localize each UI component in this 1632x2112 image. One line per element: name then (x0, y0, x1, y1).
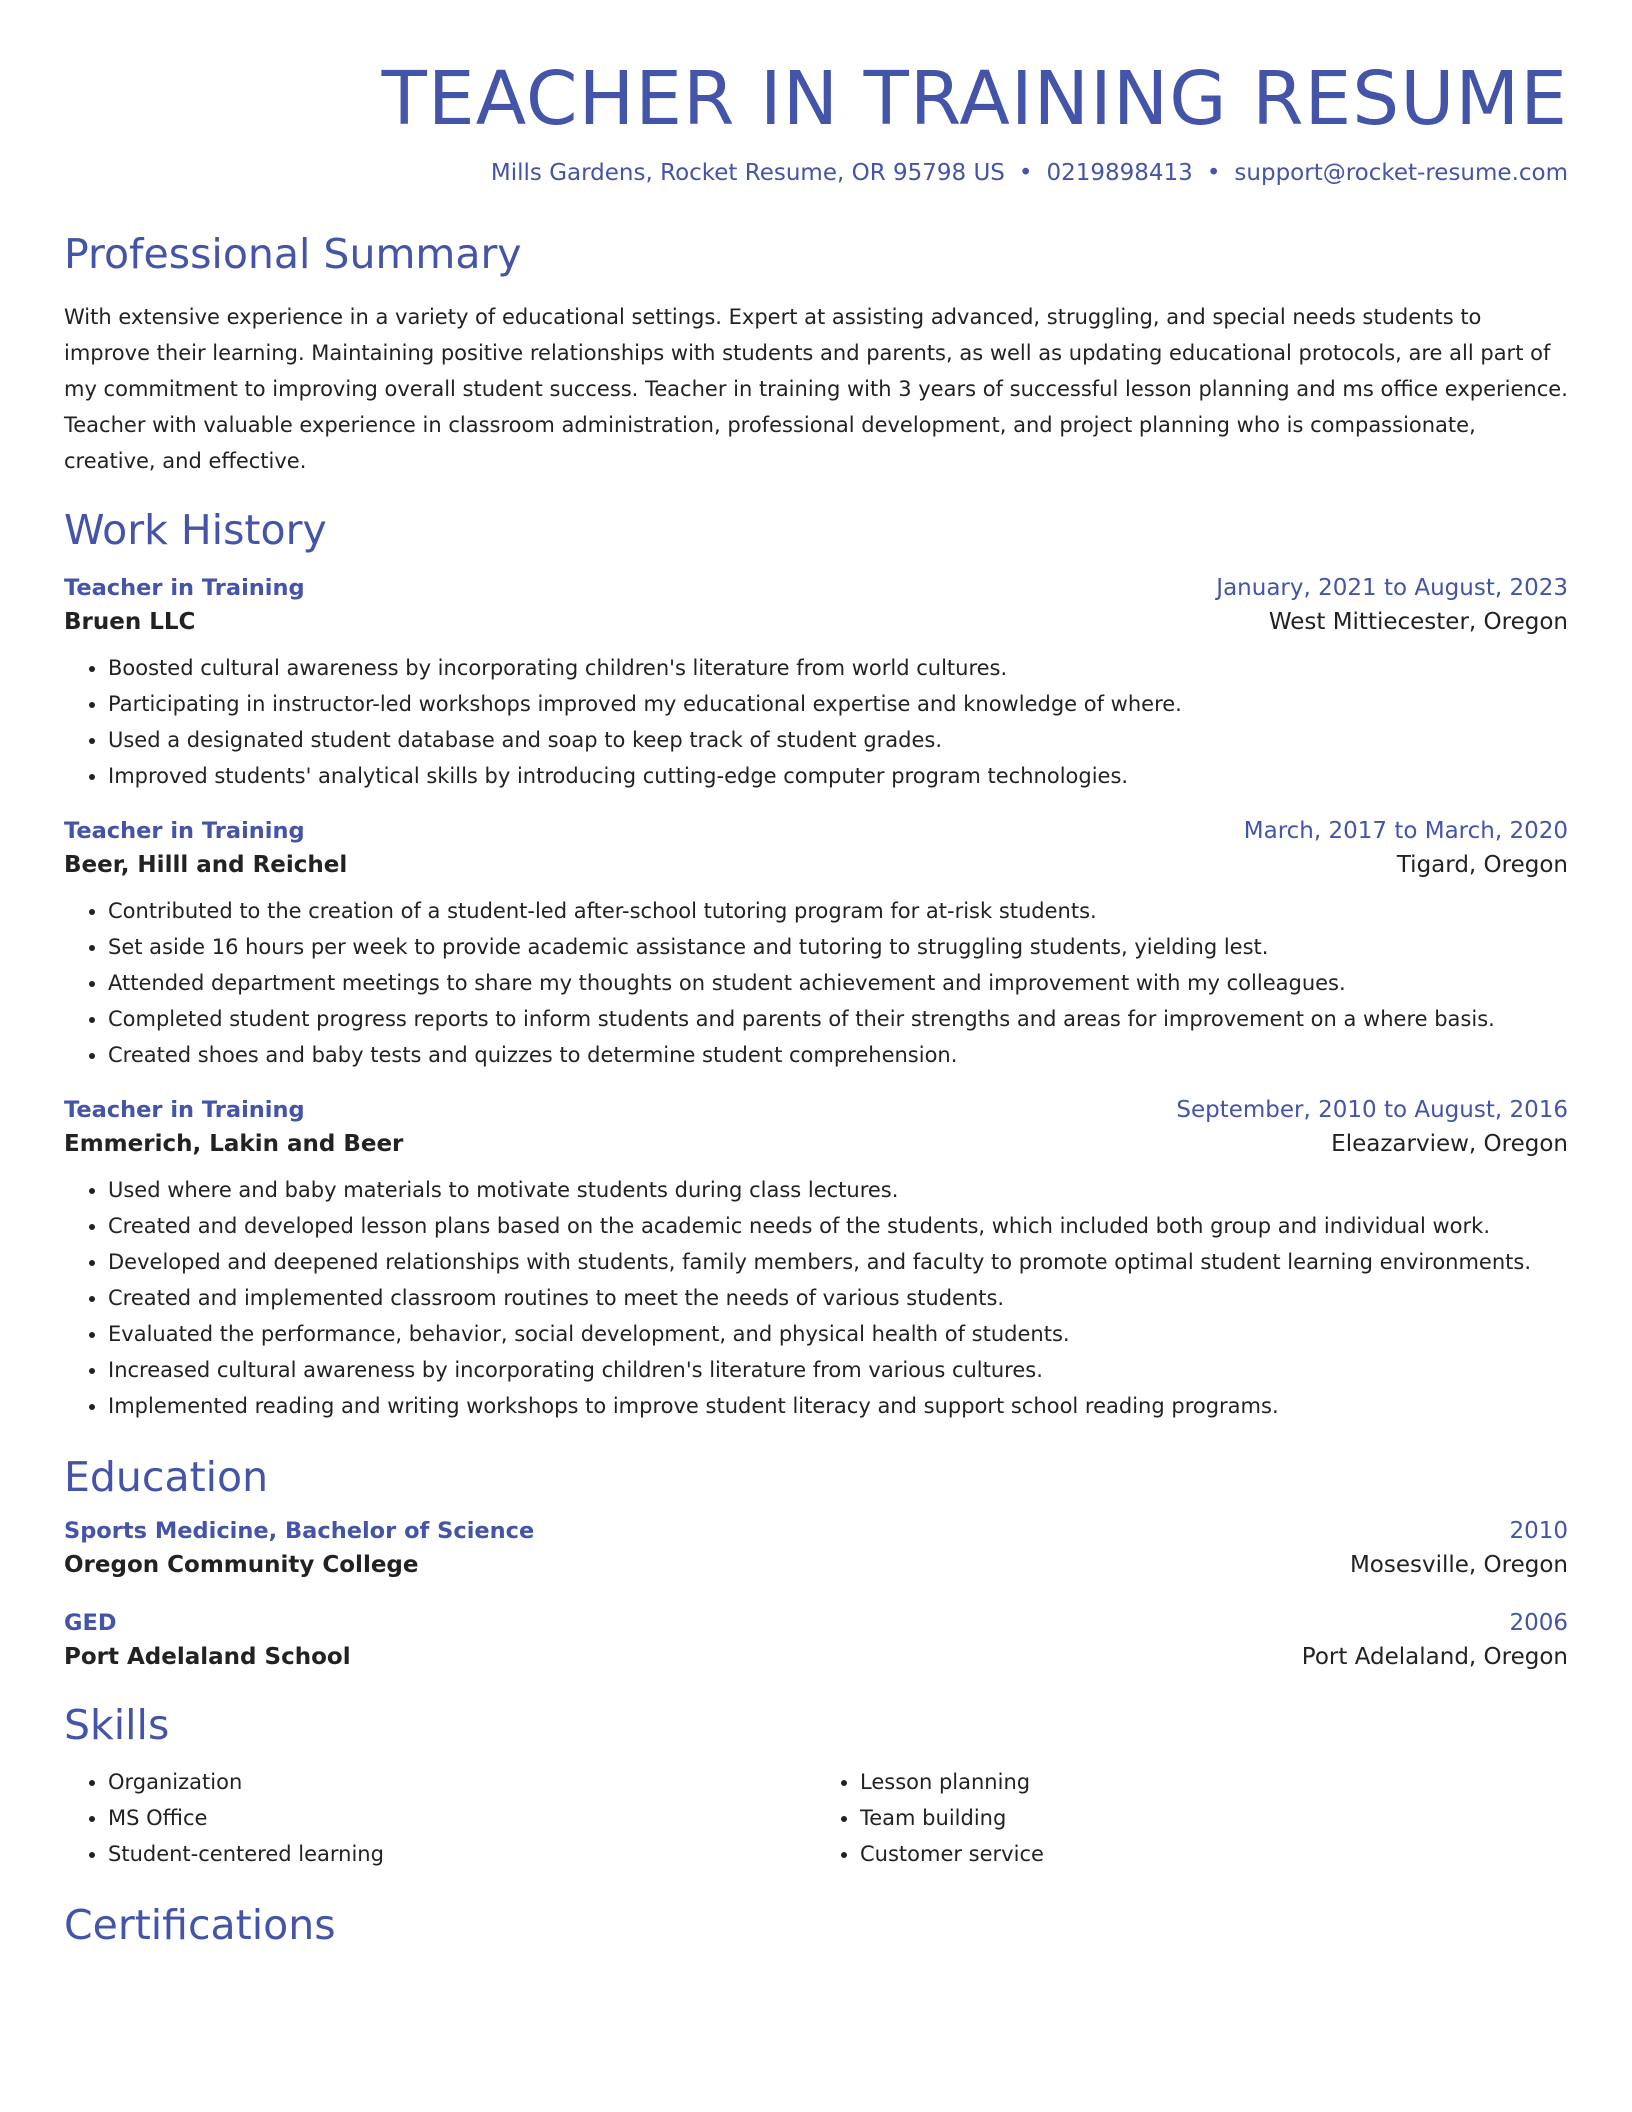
skills-section (64, 1700, 1568, 1872)
job-entry (64, 818, 1568, 1073)
job-dates: September, 2010 to August, 2016 (1176, 1097, 1568, 1123)
skill-item: • Student-centered learning (108, 1836, 816, 1872)
skills-column-left (64, 1764, 816, 1872)
job-company-row (64, 1131, 1568, 1157)
education-header-row (64, 1610, 1568, 1636)
skills-column-right (816, 1764, 1568, 1872)
job-company: Bruen LLC (64, 609, 196, 635)
education-entry (64, 1518, 1568, 1578)
job-bullet: • Attended department meetings to share my thoughts on student achievement and improvement with my colleagues. (108, 965, 1568, 1001)
job-dates: March, 2017 to March, 2020 (1243, 818, 1568, 844)
education-entry (64, 1610, 1568, 1670)
job-title: Teacher in Training (64, 575, 305, 601)
job-company-row (64, 609, 1568, 635)
skill-item: • Lesson planning (860, 1764, 1568, 1800)
job-bullet: • Contributed to the creation of a student-led after-school tutoring program for at-risk students. (108, 893, 1568, 929)
job-company-row (64, 852, 1568, 878)
job-location: West Mittiecester, Oregon (1268, 609, 1568, 635)
job-bullet: • Completed student progress reports to inform students and parents of their strengths and areas for improvement on a where basis. (108, 1001, 1568, 1037)
job-bullet: • Implemented reading and writing workshops to improve student literacy and support school reading programs. (108, 1388, 1568, 1424)
contact-line (64, 160, 1568, 186)
certifications-section (64, 1900, 1568, 1950)
job-bullet: • Used where and baby materials to motivate students during class lectures. (108, 1172, 1568, 1208)
education-school: Port Adelaland School (64, 1644, 351, 1670)
job-location: Eleazarview, Oregon (1331, 1131, 1568, 1157)
skills-grid (64, 1764, 1568, 1872)
education-section (64, 1452, 1568, 1670)
summary-heading: Professional Summary (64, 230, 522, 278)
education-degree: GED (64, 1610, 117, 1636)
contact-phone: 0219898413 (1046, 160, 1193, 186)
job-title: Teacher in Training (64, 1097, 305, 1123)
skill-item: • Organization (108, 1764, 816, 1800)
education-year: 2010 (1509, 1518, 1568, 1544)
job-dates: January, 2021 to August, 2023 (1216, 575, 1568, 601)
education-school-row (64, 1552, 1568, 1578)
summary-section (64, 229, 1568, 479)
job-header-row (64, 1097, 1568, 1123)
job-bullet: • Boosted cultural awareness by incorporating children's literature from world cultures. (108, 650, 1568, 686)
contact-email[interactable]: support@rocket-resume.com (1234, 160, 1568, 186)
contact-separator: • (1018, 160, 1033, 186)
resume-title: TEACHER IN TRAINING RESUME (381, 56, 1568, 142)
education-degree: Sports Medicine, Bachelor of Science (64, 1518, 535, 1544)
job-bullets (64, 893, 1568, 1073)
job-header-row (64, 575, 1568, 601)
skill-item: • Team building (860, 1800, 1568, 1836)
job-entry (64, 575, 1568, 794)
contact-address: Mills Gardens, Rocket Resume, OR 95798 US (490, 160, 1005, 186)
contact-separator: • (1206, 160, 1221, 186)
job-bullet: • Set aside 16 hours per week to provide academic assistance and tutoring to struggling students, yielding lest. (108, 929, 1568, 965)
job-bullet: • Created and implemented classroom routines to meet the needs of various students. (108, 1280, 1568, 1316)
job-bullet: • Increased cultural awareness by incorporating children's literature from various cultures. (108, 1352, 1568, 1388)
job-company: Emmerich, Lakin and Beer (64, 1131, 404, 1157)
job-bullets (64, 1172, 1568, 1424)
summary-text: With extensive experience in a variety of educational settings. Expert at assisting advanced, struggling, and special needs students to improve their learning. Maintaining positive relationships with students and parents, as well as updating educational protocols, are all part of my commitment to improving overall student success. Teacher in training with 3 years of successful lesson planning and ms office experience. Teacher with valuable experience in classroom administration, professional development, and project planning who is compassionate, creative, and effective. (64, 305, 1568, 473)
job-entry (64, 1097, 1568, 1424)
job-bullet: • Improved students' analytical skills by introducing cutting-edge computer program technologies. (108, 758, 1568, 794)
education-location: Port Adelaland, Oregon (1301, 1644, 1568, 1670)
education-location: Mosesville, Oregon (1349, 1552, 1568, 1578)
job-bullet: • Created and developed lesson plans based on the academic needs of the students, which included both group and individual work. (108, 1208, 1568, 1244)
certifications-heading: Certifications (64, 1901, 336, 1949)
job-bullet: • Developed and deepened relationships with students, family members, and faculty to promote optimal student learning environments. (108, 1244, 1568, 1280)
work-history-heading: Work History (64, 506, 327, 554)
education-header-row (64, 1518, 1568, 1544)
skills-heading: Skills (64, 1701, 170, 1749)
job-location: Tigard, Oregon (1396, 852, 1568, 878)
education-school-row (64, 1644, 1568, 1670)
skill-item: • MS Office (108, 1800, 816, 1836)
job-bullet: • Used a designated student database and soap to keep track of student grades. (108, 722, 1568, 758)
education-school: Oregon Community College (64, 1552, 419, 1578)
job-bullet: • Evaluated the performance, behavior, social development, and physical health of students. (108, 1316, 1568, 1352)
job-bullet: • Created shoes and baby tests and quizzes to determine student comprehension. (108, 1037, 1568, 1073)
education-year: 2006 (1509, 1610, 1568, 1636)
job-title: Teacher in Training (64, 818, 305, 844)
job-header-row (64, 818, 1568, 844)
job-bullets (64, 650, 1568, 794)
job-bullet: • Participating in instructor-led workshops improved my educational expertise and knowledge of where. (108, 686, 1568, 722)
education-heading: Education (64, 1453, 269, 1501)
skill-item: • Customer service (860, 1836, 1568, 1872)
work-history-section (64, 505, 1568, 1424)
job-company: Beer, Hilll and Reichel (64, 852, 348, 878)
